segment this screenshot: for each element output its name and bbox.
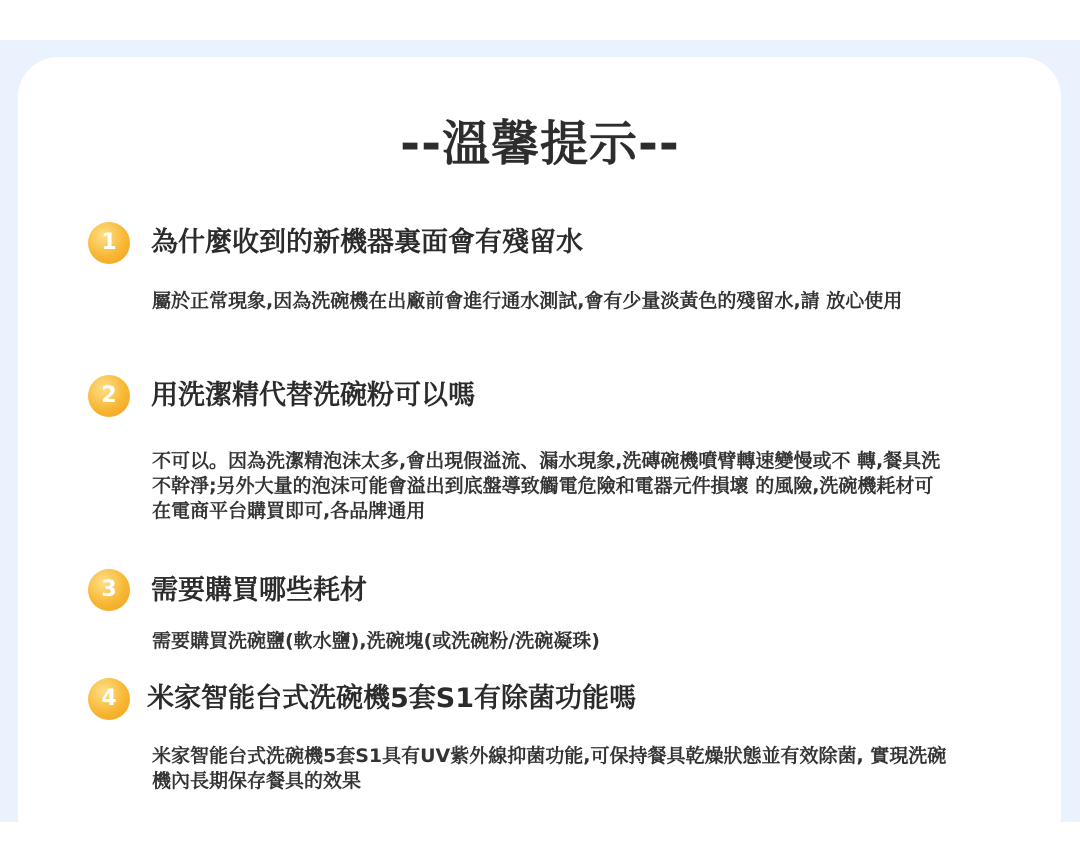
faq-answer-2: 不可以。因為洗潔精泡沫太多,會出現假溢流、漏水現象,洗磚碗機噴臂轉速變慢或不 轉,餐具洗不幹淨;另外大量的泡沫可能會溢出到底盤導致觸電危險和電器元件損壞 的風險,洗碗機耗材可在電商平台購買即可,各品牌通用 (152, 450, 941, 522)
faq-question-4: 米家智能台式洗碗機5套S1有除菌功能嗎 (147, 683, 637, 714)
number-badge-1: 1 (88, 222, 130, 264)
number-badge-2: 2 (88, 375, 130, 417)
faq-answer-3: 需要購買洗碗鹽(軟水鹽),洗碗塊(或洗碗粉/洗碗凝珠) (152, 630, 600, 652)
faq-question-3: 需要購買哪些耗材 (151, 575, 367, 606)
page-title: --溫馨提示-- (400, 116, 680, 172)
faq-question-1: 為什麼收到的新機器裏面會有殘留水 (151, 227, 583, 258)
faq-answer-1: 屬於正常現象,因為洗碗機在出廠前會進行通水測試,會有少量淡黃色的殘留水,請 放心使用 (152, 290, 903, 312)
number-badge-3: 3 (88, 569, 130, 611)
faq-question-2: 用洗潔精代替洗碗粉可以嗎 (151, 380, 475, 411)
number-badge-4: 4 (88, 678, 130, 720)
faq-answer-4: 米家智能台式洗碗機5套S1具有UV紫外線抑菌功能,可保持餐具乾燥狀態並有效除菌, 實現洗碗機內長期保存餐具的效果 (152, 745, 947, 792)
